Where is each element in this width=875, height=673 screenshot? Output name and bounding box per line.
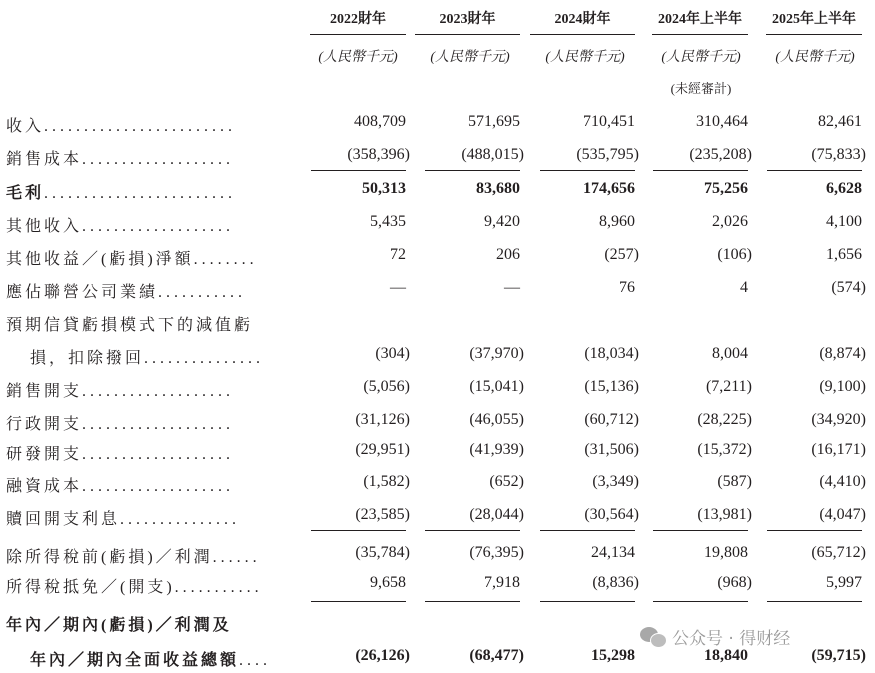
value-2022: (31,126) <box>355 411 410 428</box>
subtotal-rule <box>653 170 748 171</box>
value-2024h1: 8,004 <box>712 345 748 362</box>
table-row <box>0 146 875 172</box>
row-label: 其他收益／(虧損)淨額........ <box>6 251 258 268</box>
value-2024h1: (28,225) <box>697 411 752 428</box>
table-row <box>0 441 875 467</box>
value-2023: 571,695 <box>468 113 520 130</box>
subtotal-rule <box>540 530 635 531</box>
table-row <box>0 213 875 239</box>
unit-label: (人民幣千元) <box>430 50 510 65</box>
table-row <box>0 411 875 437</box>
value-2023: 9,420 <box>484 213 520 230</box>
value-2025h1: 82,461 <box>818 113 862 130</box>
value-2025h1: (59,715) <box>811 647 866 664</box>
value-2024: (60,712) <box>584 411 639 428</box>
subtotal-rule <box>540 170 635 171</box>
value-2024: 174,656 <box>583 180 635 197</box>
unit-label: (人民幣千元) <box>318 50 398 65</box>
subtotal-rule <box>311 170 406 171</box>
table-row <box>0 345 875 371</box>
wechat-icon <box>640 627 666 647</box>
table-row <box>0 246 875 272</box>
value-2025h1: (574) <box>831 279 866 296</box>
value-2024h1: (106) <box>717 246 752 263</box>
table-row <box>0 647 875 673</box>
unit-label: (人民幣千元) <box>545 50 625 65</box>
value-2022: (23,585) <box>355 506 410 523</box>
subtotal-rule <box>425 601 520 602</box>
value-2025h1: 4,100 <box>826 213 862 230</box>
value-2023: (15,041) <box>469 378 524 395</box>
row-label: 銷售開支................... <box>6 383 235 400</box>
value-2024h1: (15,372) <box>697 441 752 458</box>
row-label: 贖回開支利息............... <box>6 511 241 528</box>
value-2022: (358,396) <box>347 146 410 163</box>
value-2023: (76,395) <box>469 544 524 561</box>
row-label: 年內／期內(虧損)／利潤及 <box>6 617 232 634</box>
watermark <box>640 624 790 649</box>
row-label: 行政開支................... <box>6 416 235 433</box>
subtotal-rule <box>311 530 406 531</box>
value-2025h1: (34,920) <box>811 411 866 428</box>
table-row <box>0 279 875 305</box>
table-row <box>0 312 875 338</box>
table-row <box>0 473 875 499</box>
column-header-2024h1: 2024年上半年 <box>652 8 748 35</box>
value-2025h1: (75,833) <box>811 146 866 163</box>
unit-label: (人民幣千元) <box>661 50 741 65</box>
subtotal-rule <box>425 530 520 531</box>
value-2022: (35,784) <box>355 544 410 561</box>
value-2023: 7,918 <box>484 574 520 591</box>
value-2023: (488,015) <box>461 146 524 163</box>
row-label: 其他收入................... <box>6 218 235 235</box>
value-2022: (26,126) <box>355 647 410 664</box>
row-label: 收入........................ <box>6 118 237 135</box>
watermark-text: 公众号 · 得财经 <box>672 629 791 649</box>
value-2022: 9,658 <box>370 574 406 591</box>
value-2024h1: (587) <box>717 473 752 490</box>
subtotal-rule <box>767 530 862 531</box>
value-2024: (535,795) <box>576 146 639 163</box>
value-2024h1: 4 <box>740 279 748 296</box>
value-2022: 408,709 <box>354 113 406 130</box>
value-2025h1: 6,628 <box>826 180 862 197</box>
row-label: 損，扣除撥回............... <box>30 350 265 367</box>
subtotal-rule <box>653 601 748 602</box>
value-2024: 8,960 <box>599 213 635 230</box>
table-row <box>0 574 875 600</box>
subtotal-rule <box>425 170 520 171</box>
subtotal-rule <box>767 601 862 602</box>
value-2024h1: (13,981) <box>697 506 752 523</box>
row-label: 毛利........................ <box>6 185 237 202</box>
value-2024h1: 19,808 <box>704 544 748 561</box>
value-2025h1: 1,656 <box>826 246 862 263</box>
value-2024: (31,506) <box>584 441 639 458</box>
column-header-2023: 2023財年 <box>415 8 520 35</box>
row-label: 預期信貸虧損模式下的減值虧 <box>6 317 254 334</box>
value-2023: (28,044) <box>469 506 524 523</box>
column-header-2022: 2022財年 <box>310 8 406 35</box>
value-2024h1: (968) <box>717 574 752 591</box>
value-2023: 206 <box>496 246 520 263</box>
value-2022: 5,435 <box>370 213 406 230</box>
row-label: 所得稅抵免／(開支)........... <box>6 579 263 596</box>
table-row <box>0 378 875 404</box>
value-2024: (257) <box>604 246 639 263</box>
value-2022: 72 <box>390 246 406 263</box>
value-2024: 24,134 <box>591 544 635 561</box>
row-label: 除所得稅前(虧損)／利潤...... <box>6 549 261 566</box>
subtotal-rule <box>653 530 748 531</box>
value-2025h1: (16,171) <box>811 441 866 458</box>
value-2023: — <box>504 279 520 296</box>
value-2024: (8,836) <box>592 574 639 591</box>
table-row <box>0 506 875 532</box>
value-2024: 15,298 <box>591 647 635 664</box>
value-2024h1: 310,464 <box>696 113 748 130</box>
unit-label: (人民幣千元) <box>775 50 855 65</box>
value-2024h1: 2,026 <box>712 213 748 230</box>
value-2025h1: (9,100) <box>819 378 866 395</box>
value-2023: (68,477) <box>469 647 524 664</box>
table-row <box>0 544 875 570</box>
value-2022: (5,056) <box>363 378 410 395</box>
value-2023: 83,680 <box>476 180 520 197</box>
value-2025h1: (65,712) <box>811 544 866 561</box>
subtotal-rule <box>311 601 406 602</box>
row-label: 銷售成本................... <box>6 151 235 168</box>
value-2022: (1,582) <box>363 473 410 490</box>
value-2025h1: (4,410) <box>819 473 866 490</box>
row-label: 研發開支................... <box>6 446 235 463</box>
value-2022: — <box>390 279 406 296</box>
value-2024h1: (7,211) <box>705 378 752 395</box>
value-2022: 50,313 <box>362 180 406 197</box>
subtotal-rule <box>767 170 862 171</box>
value-2023: (37,970) <box>469 345 524 362</box>
value-2023: (652) <box>489 473 524 490</box>
table-row <box>0 113 875 139</box>
subtotal-rule <box>540 601 635 602</box>
value-2022: (304) <box>375 345 410 362</box>
value-2024: (30,564) <box>584 506 639 523</box>
value-2023: (46,055) <box>469 411 524 428</box>
row-label: 應佔聯營公司業績........... <box>6 284 247 301</box>
row-label: 融資成本................... <box>6 478 235 495</box>
value-2025h1: 5,997 <box>826 574 862 591</box>
value-2024: (15,136) <box>584 378 639 395</box>
value-2024h1: 75,256 <box>704 180 748 197</box>
value-2025h1: (4,047) <box>819 506 866 523</box>
value-2024: (18,034) <box>584 345 639 362</box>
unaudited-note: (未經審計) <box>670 81 732 96</box>
value-2024: (3,349) <box>592 473 639 490</box>
column-header-2024: 2024財年 <box>530 8 635 35</box>
value-2025h1: (8,874) <box>819 345 866 362</box>
table-row <box>0 180 875 206</box>
value-2024h1: 18,840 <box>704 647 748 664</box>
column-header-2025h1: 2025年上半年 <box>766 8 862 35</box>
value-2024: 710,451 <box>583 113 635 130</box>
value-2023: (41,939) <box>469 441 524 458</box>
value-2024: 76 <box>619 279 635 296</box>
row-label: 年內／期內全面收益總額.... <box>30 652 272 669</box>
value-2022: (29,951) <box>355 441 410 458</box>
value-2024h1: (235,208) <box>689 146 752 163</box>
